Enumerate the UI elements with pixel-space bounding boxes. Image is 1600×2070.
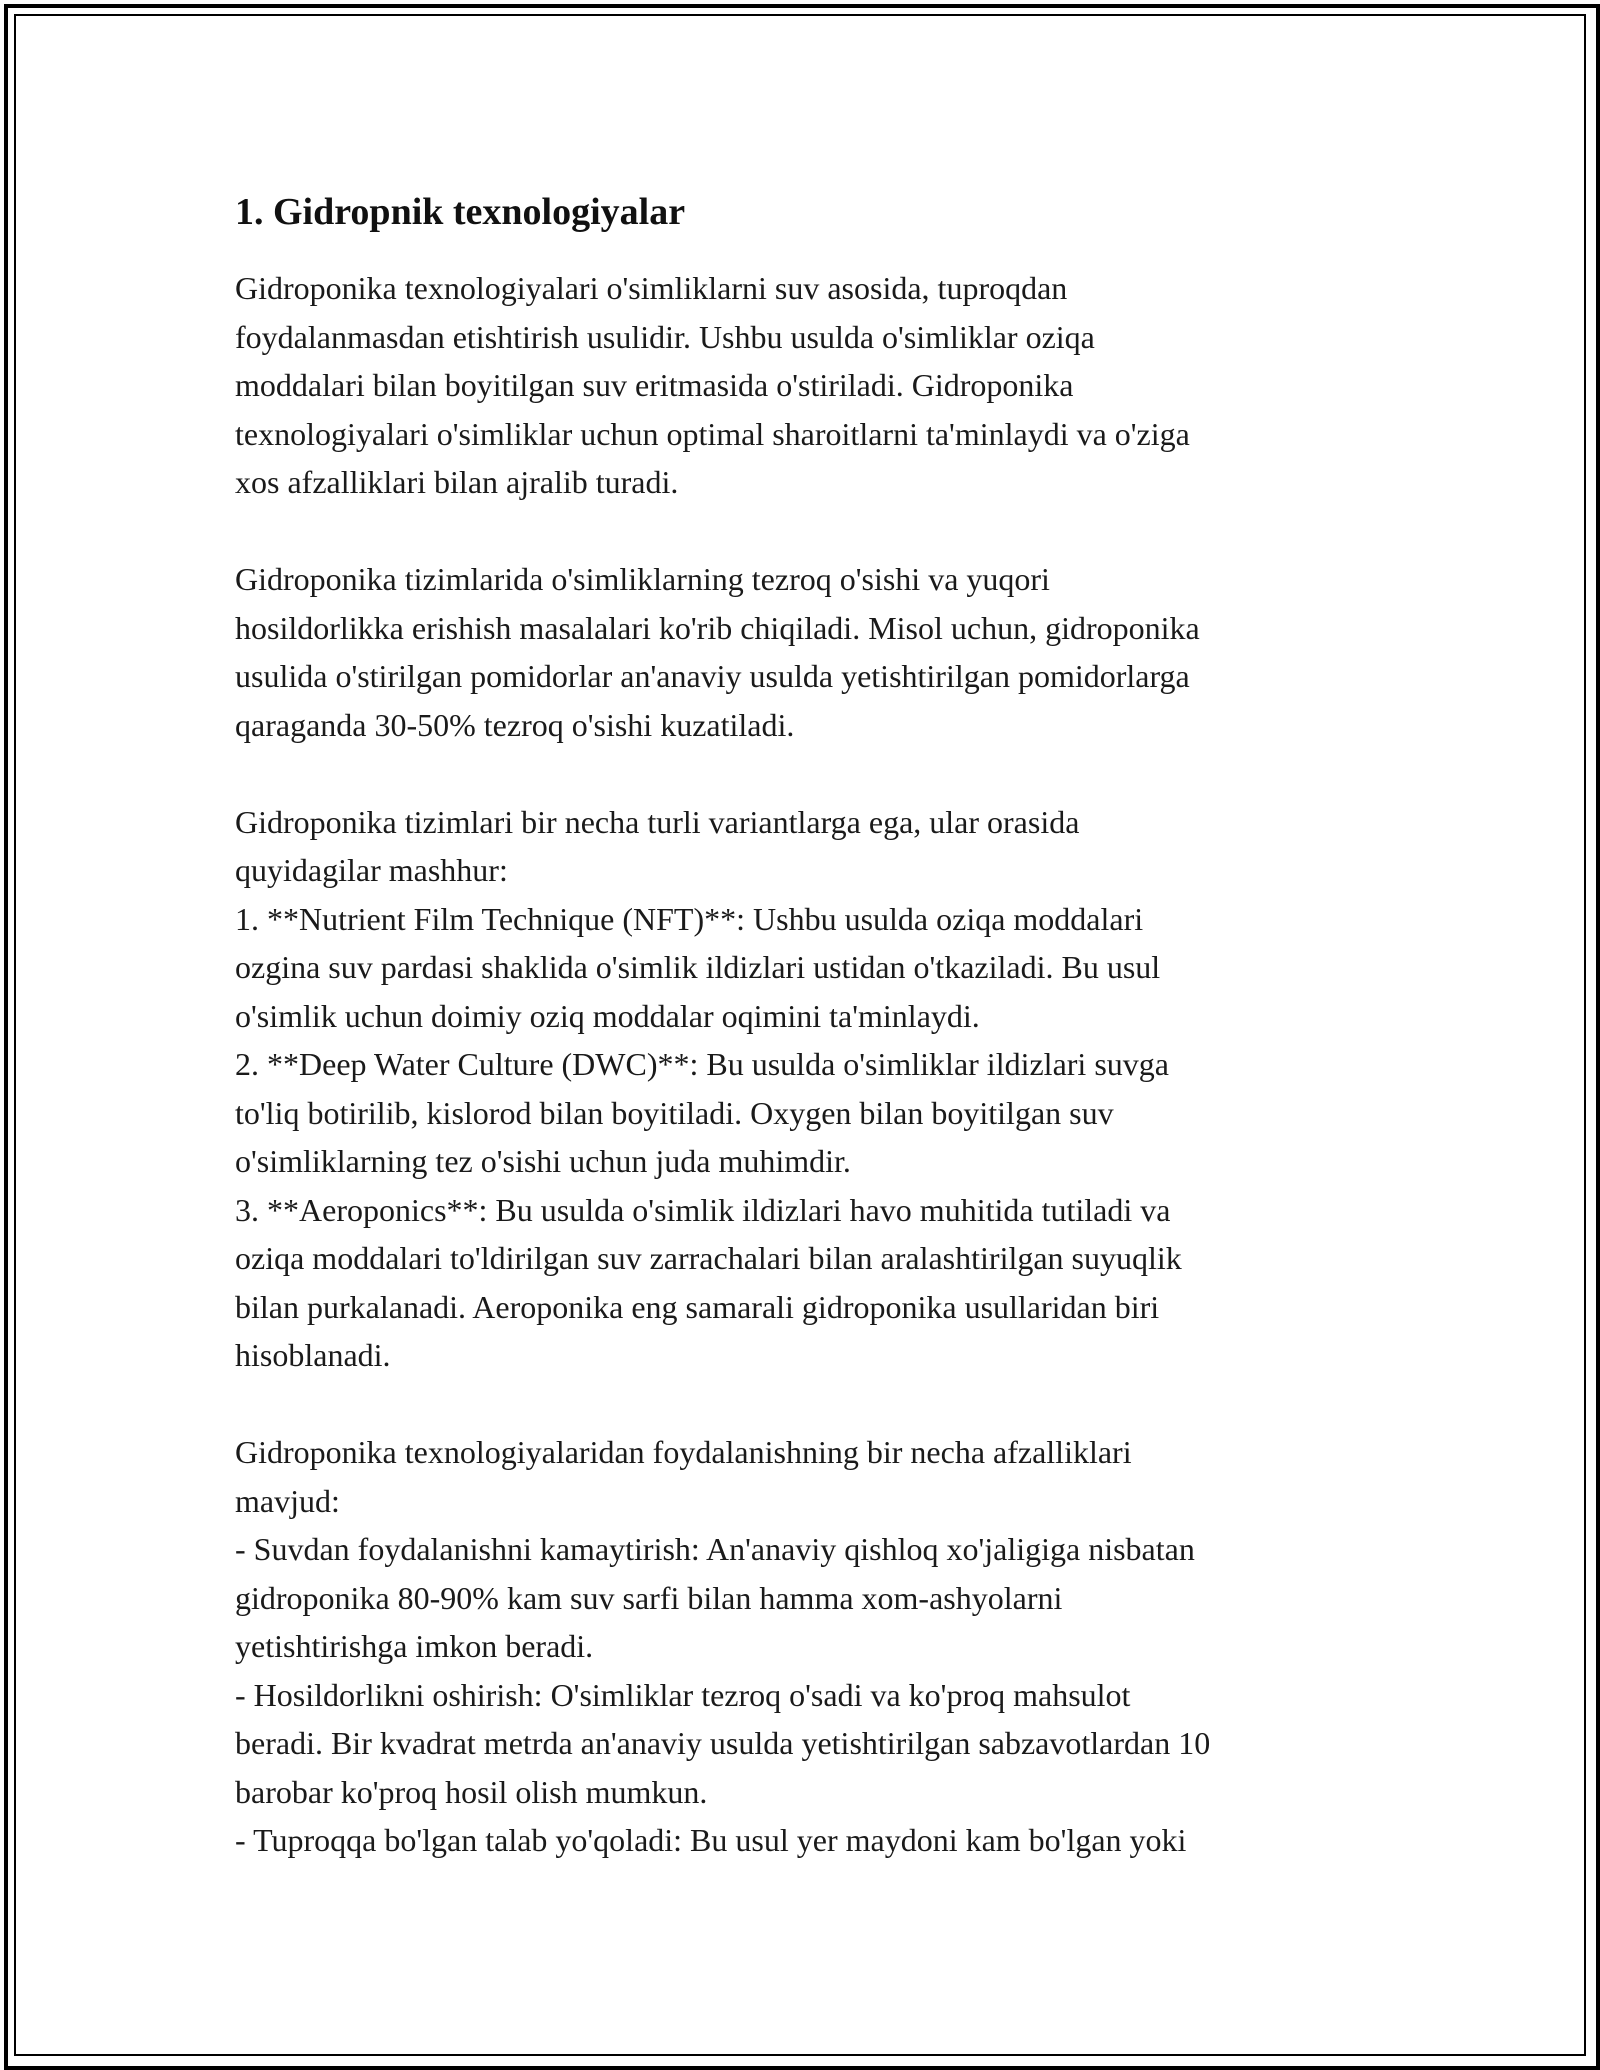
paragraph-system-types: Gidroponika tizimlari bir necha turli variantlarga ega, ular orasida quyidagilar mashhur: 1. **Nutrient Film Technique (NFT)**: Ushbu usulda oziqa moddalari ozgina suv pardasi shaklida o'simlik ildizlari ustidan o'tkaziladi. Bu usul o'simlik uchun doimiy oziq moddalar oqimini ta'minlaydi. 2. **Deep Water Culture (DWC)**: Bu usulda o'simliklar ildizlari suvga to'liq botirilib, kislorod bilan boyitiladi. Oxygen bilan boyitilgan suv o'simliklarning tez o'sishi uchun juda muhimdir. 3. **Aeroponics**: Bu usulda o'simlik ildizlari havo muhitida tutiladi va oziqa moddalari to'ldirilgan suv zarrachalari bilan aralashtirilgan suyuqlik bilan purkalanadi. Aeroponika eng samarali gidroponika usullaridan biri hisoblanadi. xyxy=(235,803,1182,1373)
section-heading: 1. Gidropnik texnologiyalar xyxy=(235,191,686,233)
paragraph-growth: Gidroponika tizimlarida o'simliklarning tezroq o'sishi va yuqori hosildorlikka erishish masalalari ko'rib chiqiladi. Misol uchun, gidroponika usulida o'stirilgan pomidorlar an'anaviy usulda yetishtirilgan pomidorlarga qaraganda 30-50% tezroq o'sishi kuzatiladi. xyxy=(235,561,1200,743)
paragraph-intro: Gidroponika texnologiyalari o'simliklarni suv asosida, tuproqdan foydalanmasdan etishtirish usulidir. Ushbu usulda o'simliklar oziqa moddalari bilan boyitilgan suv eritmasida o'stiriladi. Gidroponika texnologiyalari o'simliklar uchun optimal sharoitlarni ta'minlaydi va o'ziga xos afzalliklari bilan ajralib turadi. xyxy=(235,270,1190,500)
paragraph-gap xyxy=(235,507,1370,556)
document-body xyxy=(235,188,1370,1865)
paragraph-gap xyxy=(235,749,1370,798)
paragraph-gap xyxy=(235,1380,1370,1429)
paragraph-advantages: Gidroponika texnologiyalaridan foydalanishning bir necha afzalliklari mavjud: - Suvdan foydalanishni kamaytirish: An'anaviy qishloq xo'jaligiga nisbatan gidroponika 80-90% kam suv sarfi bilan hamma xom-ashyolarni yetishtirishga imkon beradi. - Hosildorlikni oshirish: O'simliklar tezroq o'sadi va ko'proq mahsulot beradi. Bir kvadrat metrda an'anaviy usulda yetishtirilgan sabzavotlardan 10 barobar ko'proq hosil olish mumkun. - Tuproqqa bo'lgan talab yo'qoladi: Bu usul yer maydoni kam bo'lgan yoki xyxy=(235,1434,1211,1858)
